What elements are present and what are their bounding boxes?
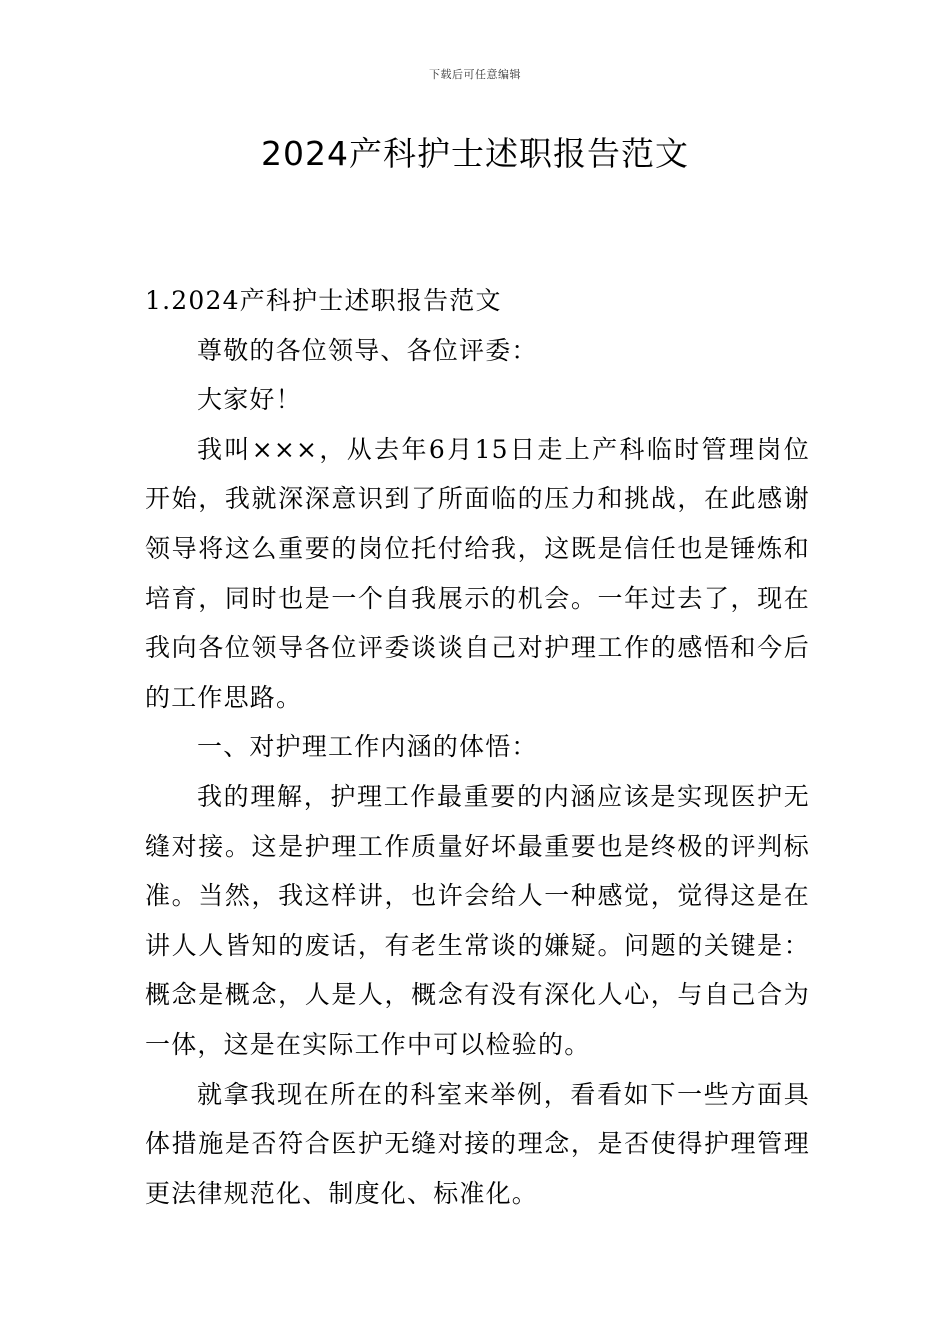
subheading-understanding: 一、对护理工作内涵的体悟： [197,732,538,762]
salutation: 尊敬的各位领导、各位评委： [197,335,538,365]
greeting: 大家好！ [197,385,302,415]
document-body [145,276,810,1218]
intro-paragraph: 我叫×××，从去年6月15日走上产科临时管理岗位开始，我就深深意识到了所面临的压力和挑战，在此感谢领导将这么重要的岗位托付给我，这既是信任也是锤炼和培育，同时也是一个自我展示的机会。一年过去了，现在我向各位领导各位评委谈谈自己对护理工作的感悟和今后的工作思路。 [145,434,810,712]
header-note: 下载后可任意编辑 [429,68,521,81]
document-title: 2024产科护士述职报告范文 [261,134,689,173]
section-heading: 1.2024产科护士述职报告范文 [145,286,502,315]
example-paragraph: 就拿我现在所在的科室来举例，看看如下一些方面具体措施是否符合医护无缝对接的理念，是否使得护理管理更法律规范化、制度化、标准化。 [145,1079,810,1208]
understanding-paragraph: 我的理解，护理工作最重要的内涵应该是实现医护无缝对接。这是护理工作质量好坏最重要也是终极的评判标准。当然，我这样讲，也许会给人一种感觉，觉得这是在讲人人皆知的废话，有老生常谈的嫌疑。问题的关键是：概念是概念，人是人，概念有没有深化人心，与自己合为一体，这是在实际工作中可以检验的。 [145,781,810,1059]
